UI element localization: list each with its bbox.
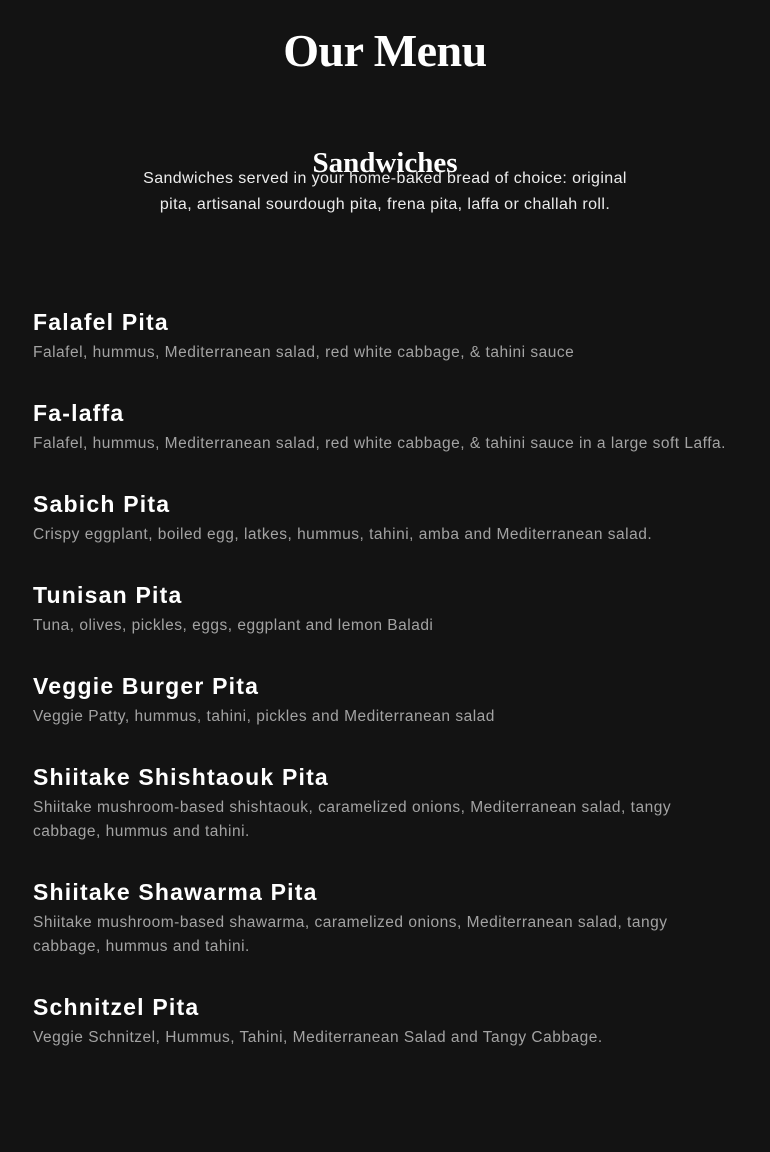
menu-item-description: Tuna, olives, pickles, eggs, eggplant and lemon Baladi — [33, 617, 434, 634]
menu-list — [33, 307, 739, 1083]
menu-item-name: Falafel Pita — [33, 309, 169, 335]
menu-item-name: Shiitake Shawarma Pita — [33, 879, 318, 905]
menu-item — [33, 580, 739, 638]
menu-item-name: Sabich Pita — [33, 491, 171, 517]
menu-item-description: Falafel, hummus, Mediterranean salad, red white cabbage, & tahini sauce in a large soft Laffa. — [33, 435, 726, 452]
section-title: Sandwiches — [312, 147, 458, 180]
menu-item — [33, 489, 739, 547]
menu-item — [33, 992, 739, 1050]
menu-item-name: Tunisan Pita — [33, 582, 183, 608]
menu-item — [33, 762, 739, 844]
menu-item-description: Shiitake mushroom-based shishtaouk, caramelized onions, Mediterranean salad, tangy cabbage, hummus and tahini. — [33, 799, 672, 840]
menu-item — [33, 307, 739, 365]
menu-item-description: Veggie Patty, hummus, tahini, pickles and Mediterranean salad — [33, 708, 495, 725]
page-title: Our Menu — [283, 24, 487, 76]
menu-item-name: Veggie Burger Pita — [33, 673, 260, 699]
menu-item — [33, 398, 739, 456]
menu-item-description: Shiitake mushroom-based shawarma, caramelized onions, Mediterranean salad, tangy cabbage, hummus and tahini. — [33, 914, 668, 955]
menu-item-name: Schnitzel Pita — [33, 994, 200, 1020]
menu-item-name: Fa-laffa — [33, 400, 125, 426]
menu-item-description: Veggie Schnitzel, Hummus, Tahini, Mediterranean Salad and Tangy Cabbage. — [33, 1029, 603, 1046]
menu-item — [33, 877, 739, 959]
menu-item-description: Falafel, hummus, Mediterranean salad, red white cabbage, & tahini sauce — [33, 344, 575, 361]
menu-item — [33, 671, 739, 729]
menu-item-name: Shiitake Shishtaouk Pita — [33, 764, 329, 790]
menu-item-description: Crispy eggplant, boiled egg, latkes, hummus, tahini, amba and Mediterranean salad. — [33, 526, 653, 543]
section-description: Sandwiches served in your home-baked bread of choice: original pita, artisanal sourdough pita, frena pita, laffa or challah roll. — [143, 170, 627, 213]
